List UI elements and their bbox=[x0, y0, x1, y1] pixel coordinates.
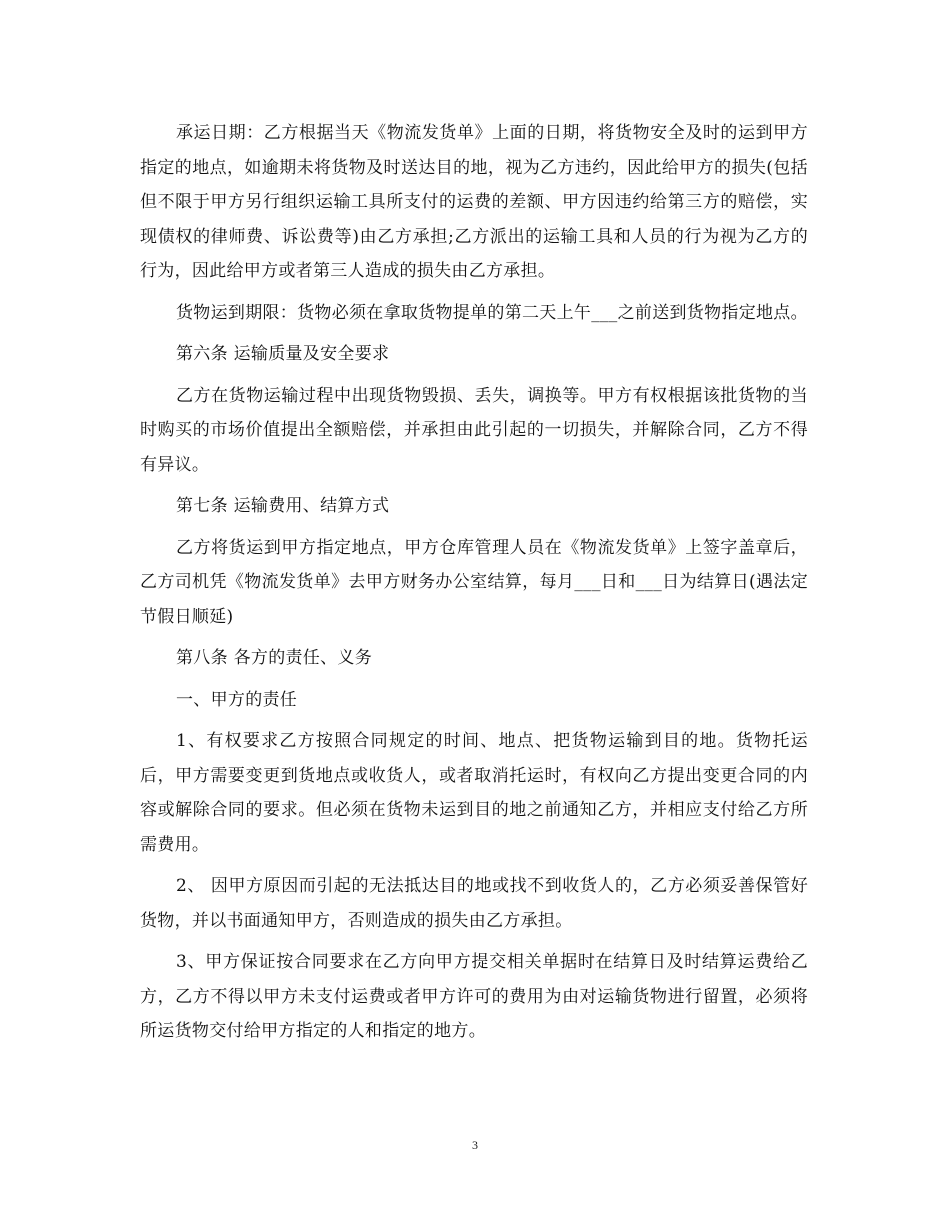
paragraph-settlement: 乙方将货运到甲方指定地点，甲方仓库管理人员在《物流发货单》上签字盖章后，乙方司机凭《物流发货单》去甲方财务办公室结算，每月___日和___日为结算日(遇法定节假日顺延) bbox=[140, 537, 808, 627]
document-body bbox=[140, 116, 808, 1056]
page-number: 3 bbox=[472, 1138, 478, 1152]
heading-party-a-responsibility: 一、甲方的责任 bbox=[176, 689, 298, 710]
paragraph-clause-2: 2、 因甲方原因而引起的无法抵达目的地或找不到收货人的，乙方必须妥善保管好货物，并以书面通知甲方，否则造成的损失由乙方承担。 bbox=[140, 876, 808, 931]
paragraph-clause-3: 3、甲方保证按合同要求在乙方向甲方提交相关单据时在结算日及时结算运费给乙方，乙方不得以甲方未支付运费或者甲方许可的费用为由对运输货物进行留置，必须将所运货物交付给甲方指定的人和指定的地方。 bbox=[140, 952, 808, 1041]
heading-article-8: 第八条 各方的责任、义务 bbox=[176, 648, 373, 668]
heading-article-7: 第七条 运输费用、结算方式 bbox=[176, 496, 390, 516]
paragraph-delivery-deadline: 货物运到期限：货物必须在拿取货物提单的第二天上午___之前送到货物指定地点。 bbox=[176, 302, 808, 323]
paragraph-quality-safety: 乙方在货物运输过程中出现货物毁损、丢失，调换等。甲方有权根据该批货物的当时购买的市场价值提出全额赔偿，并承担由此引起的一切损失，并解除合同，乙方不得有异议。 bbox=[140, 385, 808, 475]
paragraph-delivery-date: 承运日期：乙方根据当天《物流发货单》上面的日期，将货物安全及时的运到甲方指定的地点，如逾期未将货物及时送达目的地，视为乙方违约，因此给甲方的损失(包括但不限于甲方另行组织运输工具所支付的运费的差额、甲方因违约给第三方的赔偿，实现债权的律师费、诉讼费等)由乙方承担;乙方派出的运输工具和人员的行为视为乙方的行为，因此给甲方或者第三人造成的损失由乙方承担。 bbox=[140, 123, 808, 281]
paragraph-clause-1: 1、有权要求乙方按照合同规定的时间、地点、把货物运输到目的地。货物托运后，甲方需要变更到货地点或收货人，或者取消托运时，有权向乙方提出变更合同的内容或解除合同的要求。但必须在货物未运到目的地之前通知乙方，并相应支付给乙方所需费用。 bbox=[140, 731, 808, 855]
heading-article-6: 第六条 运输质量及安全要求 bbox=[176, 344, 390, 364]
